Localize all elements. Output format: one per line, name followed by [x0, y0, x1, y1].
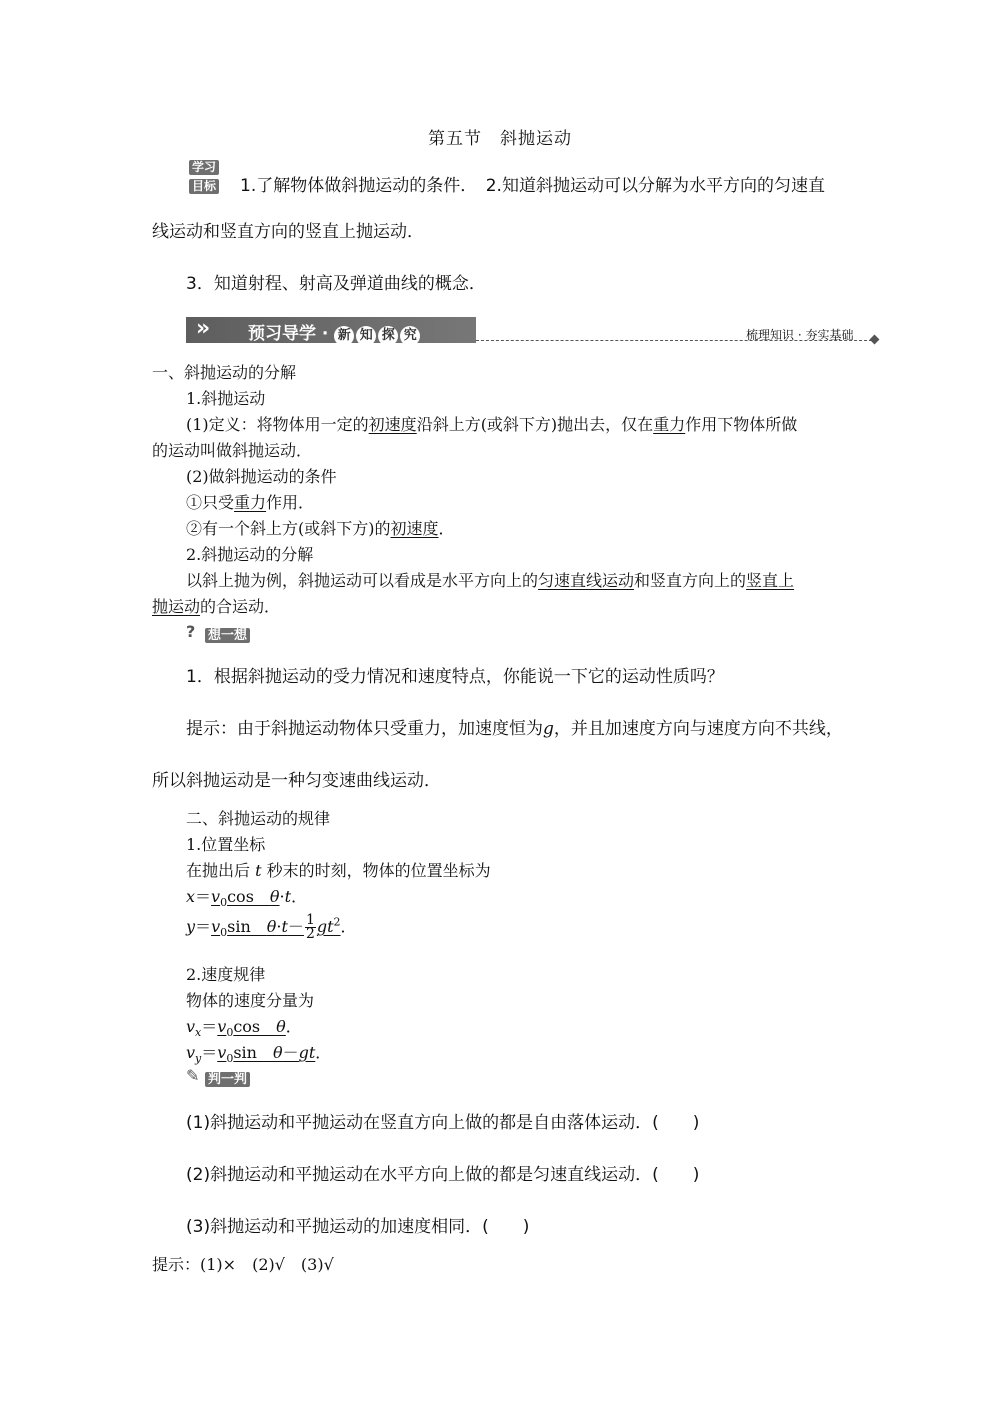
condition-2-text-a: ②有一个斜上方(或斜下方)的: [186, 519, 391, 538]
banner-main-text: 预习导学: [248, 324, 316, 344]
diamond-icon: [870, 335, 880, 345]
judge-badge-label: 判一判: [205, 1072, 250, 1087]
definition-line-1: [186, 412, 797, 435]
conditions-title: (2)做斜抛运动的条件: [186, 467, 337, 486]
banner-dot: ·: [321, 324, 329, 344]
page-title: 第五节 斜抛运动: [428, 129, 572, 149]
think-badge-label: 想一想: [205, 628, 250, 643]
condition-1-text-a: ①只受: [186, 493, 235, 512]
think-hint-line-2: 所以斜抛运动是一种匀变速曲线运动．: [152, 771, 441, 791]
judge-question-2: (2)斜抛运动和平抛运动在水平方向上做的都是匀速直线运动．( ): [186, 1165, 700, 1185]
section-2-sub-2: 2.速度规律: [186, 965, 266, 984]
symbol-g: g: [543, 719, 554, 739]
answer-gravity-2: 重力: [234, 493, 267, 512]
think-hint-line-1: [186, 714, 843, 739]
definition-text-b: 沿斜上方(或斜下方)抛出去，仅在: [416, 415, 654, 434]
judge-question-1: (1)斜抛运动和平抛运动在竖直方向上做的都是自由落体运动．( ): [186, 1113, 700, 1133]
decomposition-line-2: [152, 594, 280, 617]
definition-text-a: (1)定义：将物体用一定的: [186, 415, 369, 434]
answer-uniform-linear: 匀速直线运动: [538, 571, 635, 590]
think-hint-text-a: 提示：由于斜抛运动物体只受重力，加速度恒为: [186, 719, 543, 739]
decomposition-line-1: [186, 568, 794, 591]
answer-gravity: 重力: [653, 415, 686, 434]
section-1-sub-1: 1.斜抛运动: [186, 389, 266, 408]
think-icon: ?: [186, 622, 196, 641]
answer-vertical-throw-b: 抛运动: [152, 597, 201, 616]
think-hint-text-b: ，并且加速度方向与速度方向不共线，: [553, 719, 843, 739]
think-question: 1．根据斜抛运动的受力情况和速度特点，你能说一下它的运动性质吗？: [186, 667, 724, 687]
judge-answer: 提示：(1)× (2)√ (3)√: [152, 1255, 334, 1274]
section-1-sub-2: 2.斜抛运动的分解: [186, 545, 314, 564]
think-badge: [205, 624, 250, 643]
decomposition-text-a: 以斜上抛为例，斜抛运动可以看成是水平方向上的: [186, 571, 539, 590]
condition-1: [186, 490, 314, 513]
velocity-intro: 物体的速度分量为: [186, 991, 315, 1010]
formula-vx: $v_x=v_0\cos$ θ．: [186, 1017, 302, 1040]
judge-icon: ✎: [186, 1066, 200, 1085]
banner-right-caption: 梳理知识 · 夯实基础: [746, 328, 854, 342]
formula-x: $x=v_0\cos$ θ·t．: [186, 887, 308, 910]
answer-initial-velocity-2: 初速度: [390, 519, 439, 538]
goal-line-2: 线运动和竖直方向的竖直上抛运动．: [152, 222, 424, 242]
position-intro: [186, 858, 491, 881]
condition-1-text-b: 作用．: [266, 493, 315, 512]
section-banner-title: [248, 319, 422, 346]
banner-chip-1: 新: [334, 326, 354, 346]
decomposition-text-c: 的合运动．: [200, 597, 281, 616]
answer-initial-velocity: 初速度: [368, 415, 417, 434]
position-intro-b: 秒末的时刻，物体的位置坐标为: [266, 861, 491, 880]
learning-goals-badge-line2: 目标: [189, 179, 219, 194]
condition-2: [186, 516, 455, 539]
section-2-heading: 二、斜抛运动的规律: [186, 809, 331, 828]
learning-goals-badge-line1: 学习: [189, 160, 219, 175]
judge-question-3: (3)斜抛运动和平抛运动的加速度相同．( ): [186, 1217, 530, 1237]
banner-chip-4: 究: [400, 326, 420, 346]
section-2-sub-1: 1.位置坐标: [186, 835, 266, 854]
section-1-heading: 一、斜抛运动的分解: [152, 363, 297, 382]
learning-goals-badge: [188, 156, 220, 194]
answer-vertical-throw-a: 竖直上: [746, 571, 795, 590]
position-intro-a: 在抛出后: [186, 861, 251, 880]
banner-chip-2: 知: [356, 326, 376, 346]
definition-text-c: 作用下物体所做: [685, 415, 798, 434]
goal-line-3: 3．知道射程、射高及弹道曲线的概念．: [186, 274, 486, 294]
chevron-icon: »: [196, 316, 205, 341]
formula-y: $y=v_0\sin$ θ·t－ $\frac{1}{2}$ $gt^2$．: [186, 912, 357, 942]
goal-line-1: 1.了解物体做斜抛运动的条件． 2.知道斜抛运动可以分解为水平方向的匀速直: [240, 176, 825, 196]
symbol-t: t: [255, 861, 262, 880]
condition-2-text-b: ．: [438, 519, 455, 538]
judge-badge: [205, 1068, 250, 1087]
banner-chip-3: 探: [378, 326, 398, 346]
definition-line-2: 的运动叫做斜抛运动．: [152, 441, 313, 460]
formula-vy: $v_y=v_0\sin$ θ－gt．: [186, 1043, 332, 1066]
decomposition-text-b: 和竖直方向上的: [634, 571, 747, 590]
